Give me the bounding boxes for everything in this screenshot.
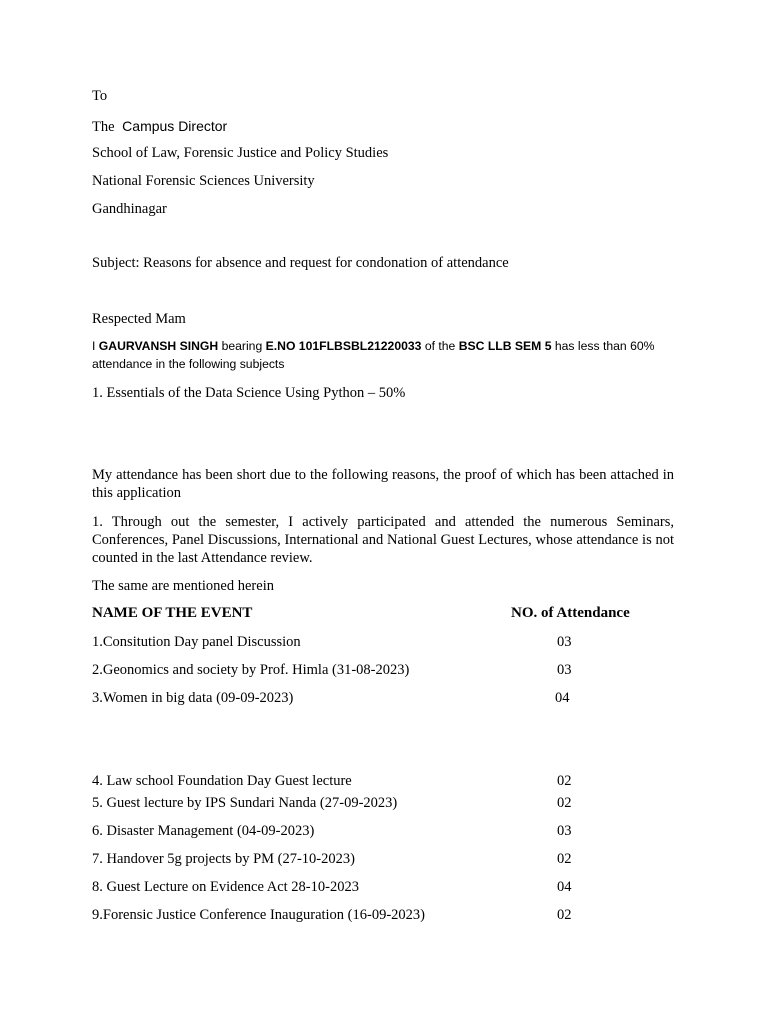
reasons-intro: My attendance has been short due to the following reasons, the proof of which has been attached in this application (92, 467, 674, 501)
student-name: GAURVANSH SINGH (98, 339, 219, 353)
subject-line: Subject: Reasons for absence and request for condonation of attendance (92, 255, 509, 271)
event-attendance-count: 02 (557, 907, 572, 923)
intro-of-the: of the (421, 339, 459, 353)
event-name: 7. Handover 5g projects by PM (27-10-2023) (92, 851, 355, 867)
event-column-header: NAME OF THE EVENT (92, 605, 253, 621)
event-name: 8. Guest Lecture on Evidence Act 28-10-2023 (92, 879, 359, 895)
event-name: 4. Law school Foundation Day Guest lecture (92, 773, 352, 789)
event-attendance-count: 02 (557, 795, 572, 811)
event-name: 5. Guest lecture by IPS Sundari Nanda (27-09-2023) (92, 795, 398, 811)
event-attendance-count: 03 (557, 662, 572, 678)
enrollment-number: E.NO 101FLBSBL21220033 (265, 339, 422, 353)
address-the: The (92, 119, 115, 135)
event-attendance-count: 02 (557, 773, 572, 789)
salutation: Respected Mam (92, 311, 186, 327)
event-name: 6. Disaster Management (04-09-2023) (92, 823, 315, 839)
event-attendance-count: 02 (557, 851, 572, 867)
intro-bearing: bearing (218, 339, 266, 353)
event-name: 1.Consitution Day panel Discussion (92, 634, 301, 650)
event-attendance-count: 03 (557, 823, 572, 839)
reason-1: 1. Through out the semester, I actively participated and attended the numerous Seminars, Conferences, Panel Discussions, International and National Guest Lectures, whose attendance is not counted in the last Attendance review. (92, 514, 674, 566)
event-name: 3.Women in big data (09-09-2023) (92, 690, 294, 706)
subject-item: 1. Essentials of the Data Science Using Python – 50% (92, 385, 406, 401)
event-attendance-count: 03 (557, 634, 572, 650)
mentioned-herein: The same are mentioned herein (92, 578, 274, 594)
event-name: 9.Forensic Justice Conference Inauguration (16-09-2023) (92, 907, 425, 923)
address-recipient-line (92, 117, 227, 136)
intro-tail: has less than 60% (551, 339, 655, 353)
address-university: National Forensic Sciences University (92, 173, 315, 189)
intro-line-1 (92, 337, 654, 355)
event-attendance-count: 04 (557, 879, 572, 895)
address-recipient: Campus Director (122, 118, 228, 134)
intro-line-2: attendance in the following subjects (92, 357, 285, 371)
address-to: To (92, 88, 108, 104)
address-city: Gandhinagar (92, 201, 167, 217)
attendance-column-header: NO. of Attendance (511, 605, 630, 621)
address-school: School of Law, Forensic Justice and Policy Studies (92, 145, 389, 161)
intro-i: I (92, 339, 99, 353)
event-attendance-count: 04 (555, 690, 570, 706)
event-name: 2.Geonomics and society by Prof. Himla (31-08-2023) (92, 662, 410, 678)
course-name: BSC LLB SEM 5 (458, 339, 552, 353)
